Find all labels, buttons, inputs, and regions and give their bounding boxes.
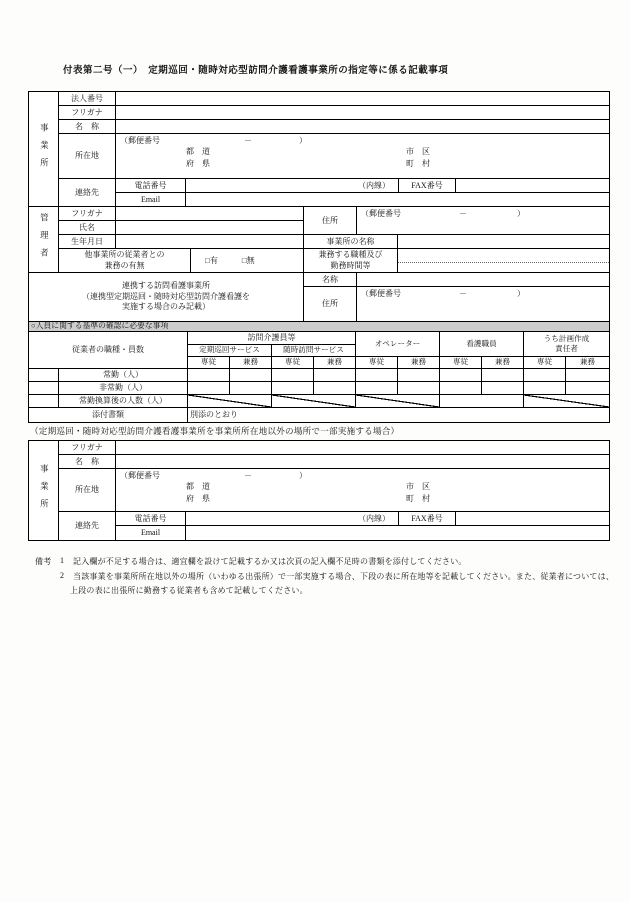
prefecture-fuken: 府 県 [186,159,210,168]
checkbox-no: □無 [241,255,255,265]
note2-number: 2 [60,571,65,580]
fte-cell-slashed [272,395,356,408]
fulltime-row-label: 常勤（人） [59,369,188,382]
senju-header: 専従 [272,357,314,369]
postal-dash: － [459,289,467,298]
extension-label: （内線） [358,180,390,190]
branch-office-section-label [29,441,59,540]
phone-label: 電話番号 [116,179,186,193]
parttime-row-label: 非常勤（人） [59,382,188,395]
parttime-cell [398,382,440,395]
branch-furigana-label: フリガナ [59,441,116,455]
senju-header: 専従 [356,357,398,369]
parttime-cell [314,382,356,395]
office-furigana-label: フリガナ [59,106,116,120]
indent-cell [29,369,59,382]
parttime-cell [440,382,482,395]
kenmu-header: 兼務 [314,357,356,369]
attachment-value: 別添のとおり [190,410,238,420]
planner-line1: うち計画作成 [543,333,590,343]
manager-address-label: 住所 [304,207,357,235]
fulltime-cell [188,369,230,382]
fulltime-cell [482,369,524,382]
branch-table [28,440,610,541]
indent-cell [29,395,59,408]
fte-row-label: 常勤換算後の人数（人） [59,395,188,408]
concurrent-duty-checkboxes [191,249,304,273]
manager-name-field [116,221,304,235]
corporate-number-label: 法人番号 [59,92,116,106]
fulltime-cell [272,369,314,382]
branch-name-field [116,455,609,469]
branch-fax-label: FAX番号 [399,512,456,526]
parttime-cell [230,382,272,395]
indent-cell [29,382,59,395]
email-field [186,193,609,207]
office-contact-label: 連絡先 [59,179,116,207]
concurrent-job-line1: 兼務する職種及び [318,249,383,259]
kenmu-header: 兼務 [398,357,440,369]
branch-name-label: 名 称 [59,455,116,469]
office-furigana-field [116,106,609,120]
birth-date-field [116,235,304,249]
office-address-field [116,134,609,179]
note2-continuation-text: 上段の表に出張所に勤務する従業者も含めて記載してください。 [70,586,308,595]
postal-close: ） [299,136,307,145]
fte-cell-slashed [356,395,440,408]
postal-dash: － [244,471,252,480]
city-choson: 町 村 [406,159,430,168]
partner-name-field [357,273,609,287]
phone-field [186,179,399,193]
fulltime-cell [566,369,609,382]
partner-line2: （連携型定期巡回・随時対応型訪問介護看護を [82,291,250,301]
office-section-label [29,92,59,207]
parttime-cell [482,382,524,395]
kenmu-header: 兼務 [566,357,609,369]
parttime-cell [566,382,609,395]
office-address-label: 所在地 [59,134,116,179]
manager-name-label: 氏名 [59,221,116,235]
staff-col-teiki: 定期巡回サービス [188,345,272,357]
prefecture-todo: 都 道 [186,147,210,156]
dotted-entry-line [398,262,609,263]
branch-phone-label: 電話番号 [116,512,186,526]
partner-address-field [357,287,609,322]
concurrent-duty-line1: 他事業所の従業者との [84,249,165,259]
partner-address-label: 住所 [304,287,357,322]
city-choson: 町 村 [406,494,430,503]
postal-open: （郵便番号 [361,289,401,298]
planner-line2: 責任者 [555,344,578,353]
main-table [28,91,610,423]
senju-header: 専従 [188,357,230,369]
concurrent-duty-line2: 兼務の有無 [104,260,145,270]
branch-address-label: 所在地 [59,469,116,512]
fulltime-cell [440,369,482,382]
postal-dash: － [244,136,252,145]
fulltime-cell [524,369,566,382]
postal-close: ） [517,289,525,298]
branch-address-field [116,469,609,512]
office-name-field [116,120,609,134]
partner-line1: 連携する訪問看護事業所 [122,280,210,290]
branch-furigana-field [116,441,609,455]
birth-date-label: 生年月日 [59,235,116,249]
concurrent-job-field [398,249,609,273]
prefecture-todo: 都 道 [186,482,210,491]
partner-name-label: 名称 [304,273,357,287]
manager-furigana-field [116,207,304,221]
branch-phone-field [186,512,399,526]
manager-vertical-text: 管理者 [39,213,50,266]
staff-col-employee: 従業者の職種・員数 [29,332,188,369]
branch-email-label: Email [116,526,186,540]
parttime-cell [524,382,566,395]
postal-close: ） [299,471,307,480]
note2-text: 当該事業を事業所所在地以外の場所（いわゆる出張所）で一部実施する場合、下段の表に所在地等を記載してください。また、従業者については、 [73,572,615,581]
concurrent-job-line2: 勤務時間等 [330,260,371,270]
senju-header: 専従 [524,357,566,369]
fte-cell-nurse [440,395,524,408]
office-vertical-text: 事業所 [39,122,50,176]
fax-field [456,179,609,193]
fte-cell-slashed [524,395,609,408]
postal-dash: － [459,209,467,218]
fulltime-cell [356,369,398,382]
note1-text: 記入欄が不足する場合は、適宜欄を設けて記載するか又は次頁の記入欄不足時の書類を添付してください。 [73,557,467,566]
attachment-label: 添付書類 [29,408,188,422]
email-label: Email [116,193,186,207]
checkbox-yes: □有 [205,255,218,265]
postal-open: （郵便番号 [361,209,401,218]
section2-title: （定期巡回・随時対応型訪問介護看護事業所を事業所所在地以外の場所で一部実施する場合） [30,426,400,436]
notes-label: 備考 [35,557,52,566]
staff-col-planner [524,332,609,357]
fulltime-cell [398,369,440,382]
branch-contact-label: 連絡先 [59,512,116,540]
fulltime-cell [230,369,272,382]
note1-number: 1 [60,556,65,565]
fulltime-cell [314,369,356,382]
postal-open: （郵便番号 [120,136,160,145]
staff-col-operator: オペレーター [356,332,440,357]
concurrent-job-label [304,249,398,273]
other-office-name-label: 事業所の名称 [304,235,398,249]
staff-section-header: ○人員に関する基準の確認に必要な事項 [29,322,609,332]
senju-header: 専従 [440,357,482,369]
corporate-number-field [116,92,609,106]
postal-close: ） [517,209,525,218]
prefecture-fuken: 府 県 [186,494,210,503]
kenmu-header: 兼務 [230,357,272,369]
kenmu-header: 兼務 [482,357,524,369]
postal-open: （郵便番号 [120,471,160,480]
manager-address-field [357,207,609,235]
parttime-cell [272,382,314,395]
staff-col-zuiji: 随時訪問サービス [272,345,356,357]
parttime-cell [188,382,230,395]
city-shiku: 市 区 [406,147,430,156]
partner-line3: 実施する場合のみ記載） [122,302,210,312]
fte-cell-slashed [188,395,272,408]
office-name-label: 名 称 [59,120,116,134]
manager-section-label [29,207,59,273]
extension-label: （内線） [358,513,390,523]
parttime-cell [356,382,398,395]
page-title: 付表第二号（一） 定期巡回・随時対応型訪問介護看護事業所の指定等に係る記載事項 [63,66,449,76]
manager-furigana-label: フリガナ [59,207,116,221]
branch-office-vertical-text: 事業所 [39,464,50,517]
other-office-name-field [398,235,609,249]
branch-fax-field [456,512,609,526]
partner-agency-label [29,273,304,322]
staff-col-nurse: 看護職員 [440,332,524,357]
fax-label: FAX番号 [399,179,456,193]
concurrent-duty-label [59,249,191,273]
city-shiku: 市 区 [406,482,430,491]
branch-email-field [186,526,609,540]
staff-col-helper: 訪問介護員等 [188,332,356,345]
